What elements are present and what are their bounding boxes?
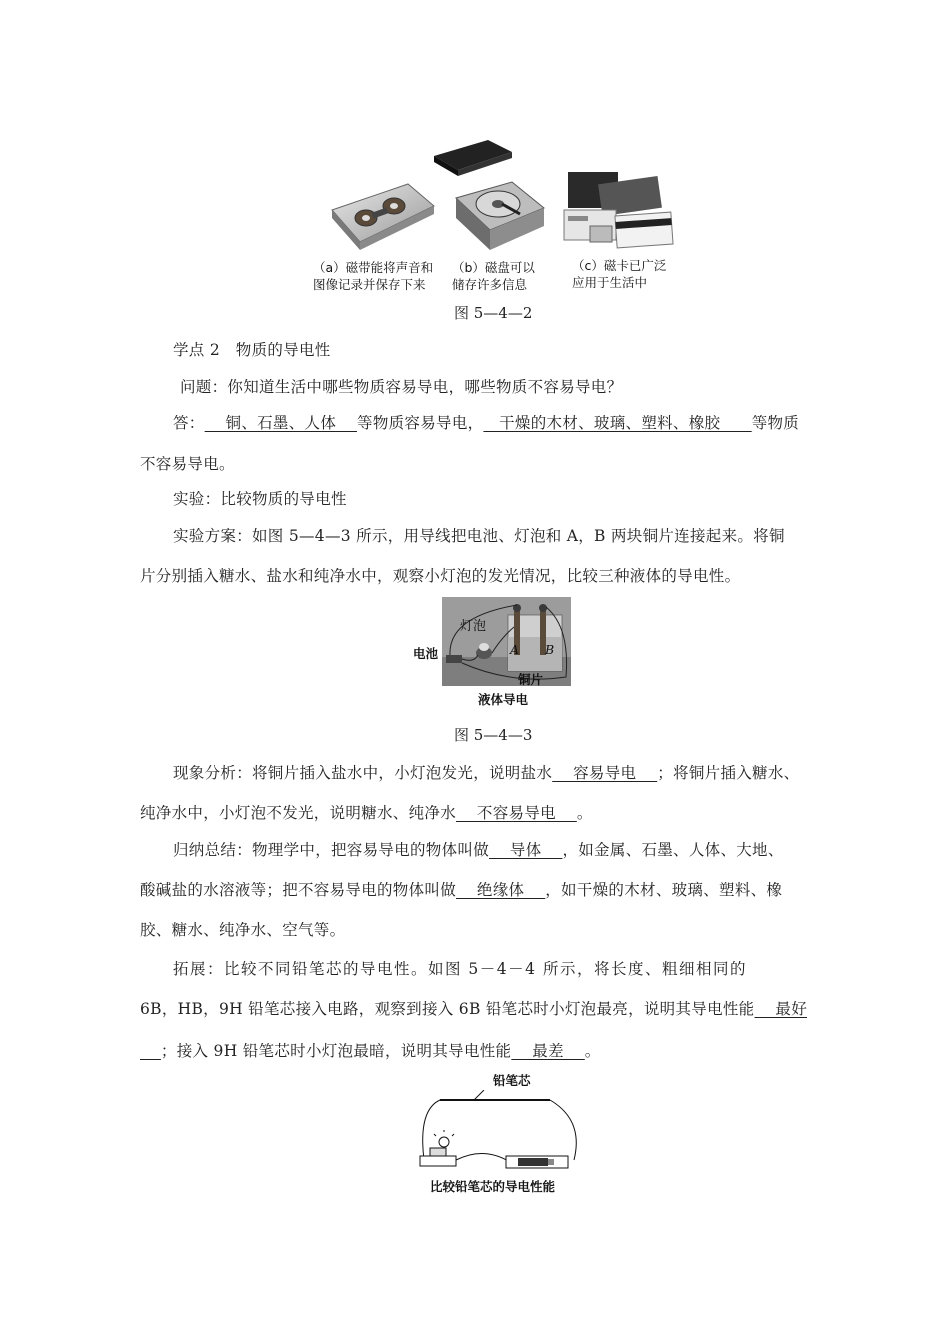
magnetic-card-image bbox=[560, 170, 676, 250]
blank-salt-water: 容易导电 bbox=[552, 764, 658, 782]
label-b: B bbox=[545, 642, 555, 657]
figure-caption: 比较铅笔芯的导电性能 bbox=[430, 1179, 556, 1194]
cassette-tape-image bbox=[326, 180, 438, 252]
analysis-line-1: 现象分析：将铜片插入盐水中，小灯泡发光，说明盐水 容易导电 ；将铜片插入糖水、 bbox=[173, 764, 800, 782]
caption-b: （b）磁盘可以 储存许多信息 bbox=[452, 260, 535, 292]
figure-caption: 液体导电 bbox=[478, 692, 529, 707]
answer-blank-insulators: 干燥的木材、玻璃、塑料、橡胶 bbox=[483, 414, 752, 432]
summary-line-1: 归纳总结：物理学中，把容易导电的物体叫做 导体 ，如金属、石墨、人体、大地、 bbox=[173, 841, 784, 859]
label-copper: 铜片 bbox=[518, 672, 544, 687]
label-battery: 电池 bbox=[413, 646, 439, 661]
blank-sugar-water: 不容易导电 bbox=[456, 804, 577, 822]
hard-disk-image bbox=[432, 138, 548, 254]
answer-blank-conductors: 铜、石墨、人体 bbox=[204, 414, 358, 432]
label-a: A bbox=[510, 642, 520, 657]
extension-line-1: 拓展：比较不同铅笔芯的导电性。如图 5－4－4 所示，将长度、粗细相同的 bbox=[173, 960, 747, 978]
figure-title: 图 5—4—2 bbox=[454, 304, 533, 322]
answer-line-2: 不容易导电。 bbox=[140, 455, 235, 473]
section-heading: 学点 2 物质的导电性 bbox=[173, 341, 331, 359]
extension-line-2: 6B，HB，9H 铅笔芯接入电路，观察到接入 6B 铅笔芯时小灯泡最亮，说明其导电性能 最好 bbox=[140, 1000, 807, 1018]
figure-title: 图 5—4—3 bbox=[454, 726, 533, 744]
caption-c: （c）磁卡已广泛 应用于生活中 bbox=[572, 258, 667, 290]
blank-best: 最好 bbox=[754, 1000, 807, 1018]
label-bulb: 灯泡 bbox=[460, 619, 487, 634]
extension-line-3: ；接入 9H 铅笔芯时小灯泡最暗，说明其导电性能 最差 。 bbox=[160, 1042, 601, 1060]
blank-worst: 最差 bbox=[511, 1042, 585, 1060]
answer-line: 答： 铜、石墨、人体 等物质容易导电， 干燥的木材、玻璃、塑料、橡胶 等物质 bbox=[173, 414, 800, 432]
caption-a: （a）磁带能将声音和 图像记录并保存下来 bbox=[313, 260, 434, 292]
blank-conductor: 导体 bbox=[489, 841, 563, 859]
plan-line-1: 实验方案：如图 5—4—3 所示，用导线把电池、灯泡和 A，B 两块铜片连接起来。将铜 bbox=[173, 527, 785, 545]
analysis-line-2: 纯净水中，小灯泡不发光，说明糖水、纯净水 不容易导电 。 bbox=[140, 804, 593, 822]
blank-insulator: 绝缘体 bbox=[456, 881, 546, 899]
pencil-lead-circuit-diagram bbox=[414, 1090, 586, 1174]
label-pencil-lead: 铅笔芯 bbox=[493, 1073, 531, 1088]
plan-line-2: 片分别插入糖水、盐水和纯净水中，观察小灯泡的发光情况，比较三种液体的导电性。 bbox=[140, 567, 741, 585]
summary-line-3: 胶、糖水、纯净水、空气等。 bbox=[140, 921, 346, 939]
question-text: 问题：你知道生活中哪些物质容易导电，哪些物质不容易导电？ bbox=[180, 378, 623, 396]
experiment-title: 实验：比较物质的导电性 bbox=[173, 490, 347, 508]
summary-line-2: 酸碱盐的水溶液等；把不容易导电的物体叫做 绝缘体 ，如干燥的木材、玻璃、塑料、橡 bbox=[140, 881, 783, 899]
